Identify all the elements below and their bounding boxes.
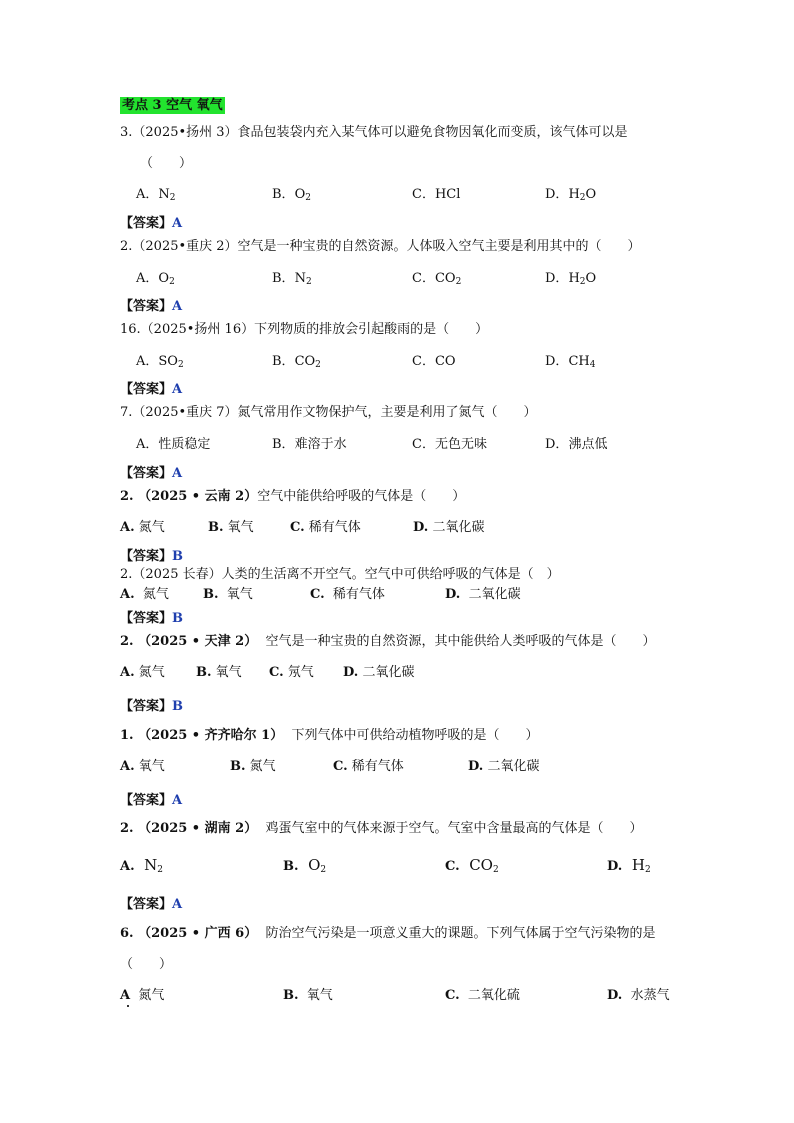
- option-b: B．$O_2$: [272, 187, 311, 203]
- answer-line: 【答案】A: [120, 897, 183, 912]
- option-d: D．$CH_4$: [545, 354, 596, 370]
- option-b: B. 氧气: [283, 988, 333, 1003]
- option-d: D．$H_2O$: [545, 187, 597, 203]
- answer-line: 【答案】A: [120, 466, 183, 481]
- answer-line: 【答案】A: [120, 382, 183, 397]
- option-c: C. 氖气: [269, 665, 314, 680]
- question-stem: 6. （2025 • 广西 6） 防治空气污染是一项意义重大的课题。下列气体属于空气污染物的是: [120, 926, 656, 941]
- question-stem: 2.（2025 长春）人类的生活离不开空气。空气中可供给呼吸的气体是（ ）: [120, 567, 560, 582]
- question-blank: （ ）: [120, 957, 173, 972]
- question-stem: 2. （2025 • 云南 2）空气中能供给呼吸的气体是（ ）: [120, 489, 466, 504]
- answer-line: 【答案】A: [120, 216, 183, 231]
- option-d: D. 水蒸气: [607, 988, 670, 1003]
- section-title: 考点 3 空气 氧气: [122, 98, 223, 113]
- option-d: D．沸点低: [545, 437, 608, 452]
- option-a: A 氮气: [120, 988, 165, 1003]
- option-b: B．难溶于水: [272, 437, 347, 452]
- question-stem: 1. （2025 • 齐齐哈尔 1） 下列气体中可供给动植物呼吸的是（ ）: [120, 728, 539, 743]
- stray-dot: [127, 1005, 129, 1007]
- option-c: C. 稀有气体: [310, 587, 385, 602]
- question-stem: 3.（2025•扬州 3）食品包装袋内充入某气体可以避免食物因氧化而变质，该气体可以是: [120, 125, 628, 140]
- option-a: A．$SO_2$: [136, 354, 184, 370]
- option-a: A．$O_2$: [136, 271, 175, 287]
- question-stem: 2.（2025•重庆 2）空气是一种宝贵的自然资源。人体吸入空气主要是利用其中的（ ）: [120, 239, 641, 254]
- option-a: A. $N_2$: [120, 856, 164, 875]
- option-b: B．$N_2$: [272, 271, 312, 287]
- option-a: A. 氮气: [120, 587, 169, 602]
- option-a: A．性质稳定: [136, 437, 211, 452]
- option-c: C. 稀有气体: [333, 759, 404, 774]
- option-c: C. 稀有气体: [290, 520, 361, 535]
- option-d: D. 二氧化碳: [343, 665, 415, 680]
- option-a: A. 氮气: [120, 520, 165, 535]
- question-stem: 16.（2025•扬州 16）下列物质的排放会引起酸雨的是（ ）: [120, 322, 489, 337]
- answer-line: 【答案】B: [120, 549, 184, 564]
- option-d: D. $H_2$: [607, 856, 651, 875]
- option-b: B. $O_2$: [283, 856, 327, 875]
- option-d: D. 二氧化碳: [413, 520, 485, 535]
- question-stem: 7.（2025•重庆 7）氮气常用作文物保护气，主要是利用了氮气（ ）: [120, 405, 537, 420]
- question-stem: 2. （2025 • 天津 2） 空气是一种宝贵的自然资源，其中能供给人类呼吸的气体是（ ）: [120, 634, 656, 649]
- option-c: C．CO: [412, 354, 456, 369]
- option-c: C. 二氧化硫: [445, 988, 520, 1003]
- option-c: C．HCl: [412, 187, 461, 202]
- answer-line: 【答案】B: [120, 611, 184, 626]
- option-b: B．$CO_2$: [272, 354, 321, 370]
- option-b: B. 氧气: [196, 665, 242, 680]
- option-c: C．无色无味: [412, 437, 487, 452]
- option-c: C．$CO_2$: [412, 271, 462, 287]
- option-b: B. 氧气: [208, 520, 254, 535]
- option-c: C. $CO_2$: [445, 856, 499, 875]
- answer-line: 【答案】A: [120, 793, 183, 808]
- option-d: D. 二氧化碳: [468, 759, 540, 774]
- option-a: A. 氮气: [120, 665, 165, 680]
- question-blank: （ ）: [140, 156, 193, 171]
- option-d: D．$H_2O$: [545, 271, 597, 287]
- option-d: D. 二氧化碳: [445, 587, 521, 602]
- answer-line: 【答案】B: [120, 699, 184, 714]
- option-b: B. 氮气: [230, 759, 276, 774]
- option-a: A. 氧气: [120, 759, 165, 774]
- option-a: A．$N_2$: [136, 187, 176, 203]
- question-stem: 2. （2025 • 湖南 2） 鸡蛋气室中的气体来源于空气。气室中含量最高的气体是（ ）: [120, 821, 643, 836]
- option-b: B. 氧气: [203, 587, 253, 602]
- answer-line: 【答案】A: [120, 299, 183, 314]
